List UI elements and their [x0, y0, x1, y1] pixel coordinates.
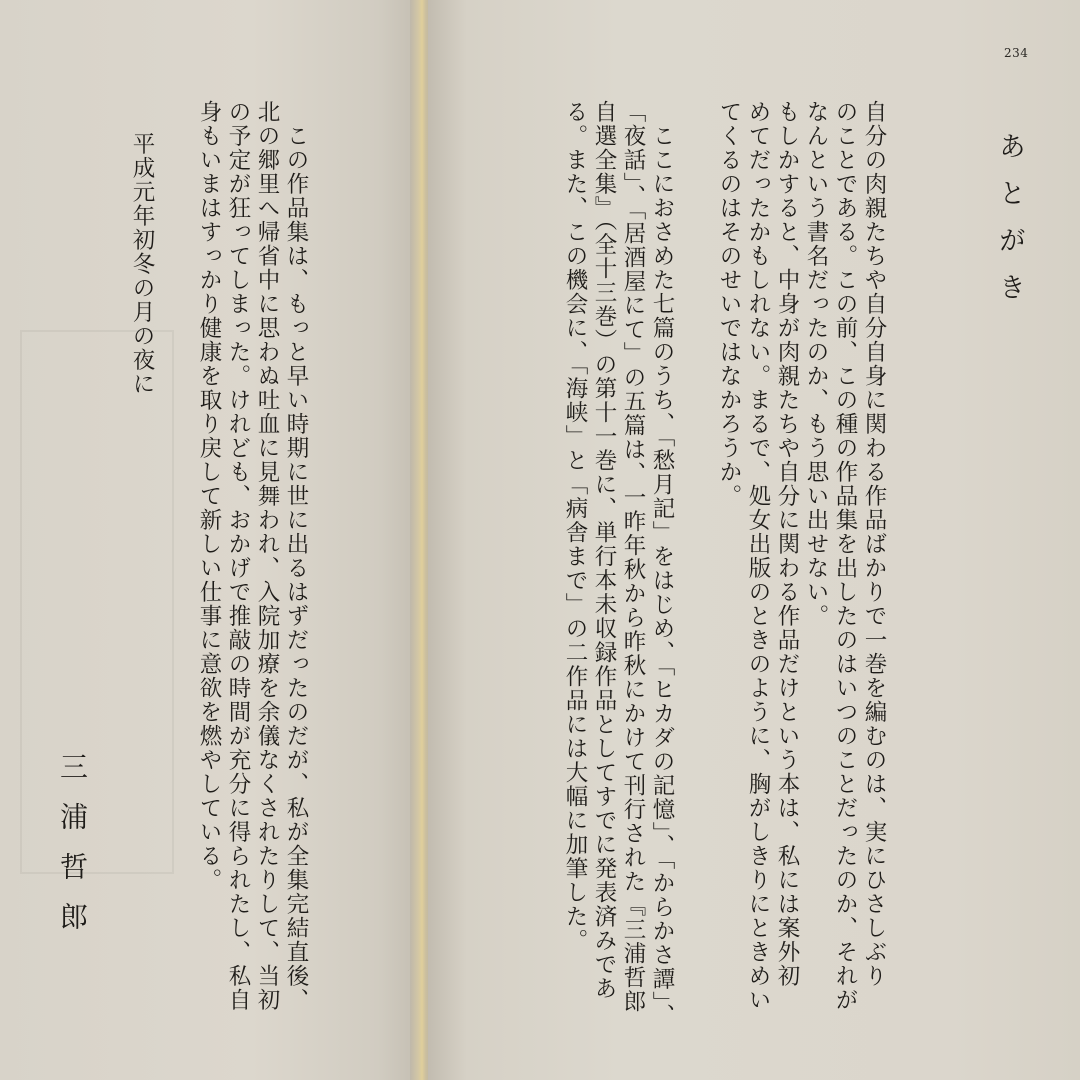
right-line-9: 自選全集』（全十三巻）の第十一巻に、単行本未収録作品としてすでに発表済みであ [591, 100, 617, 1001]
right-line-4: もしかすると、中身が肉親たちや自分に関わる作品だけという本は、私には案外初 [774, 100, 800, 988]
author-name: 三浦哲郎 [56, 752, 89, 952]
page-number: 234 [1004, 46, 1029, 60]
left-line-4: 身もいまはすっかり健康を取り戻して新しい仕事に意欲を燃やしている。 [196, 100, 222, 892]
right-line-1: 自分の肉親たちや自分自身に関わる作品ばかりで一巻を編むのは、実にひさしぶり [861, 100, 887, 988]
left-page [0, 0, 420, 1080]
right-line-2: のことである。この前、この種の作品集を出したのはいつのことだったのか、それが [832, 100, 858, 1012]
right-line-8: 「夜話」、「居酒屋にて」の五篇は、一昨年秋から昨秋にかけて刊行された『三浦哲郎 [620, 100, 646, 1014]
left-line-2: 北の郷里へ帰省中に思わぬ吐血に見舞われ、入院加療を余儀なくされたりして、当初 [254, 100, 280, 1012]
right-line-3: なんという書名だったのか、もう思い出せない。 [803, 100, 829, 628]
right-line-7: ここにおさめた七篇のうち、「愁月記」をはじめ、「ヒカダの記憶」、「からかさ譚」、 [649, 124, 675, 1028]
afterword-heading: あとがき [994, 132, 1025, 320]
show-through-colophon-box [20, 330, 174, 874]
right-line-10: る。また、この機会に、「海峡」と「病舎まで」の二作品には大幅に加筆した。 [562, 100, 588, 953]
left-line-3: の予定が狂ってしまった。けれども、おかげで推敲の時間が充分に得られたし、私自 [225, 100, 251, 1012]
show-through-text [516, 60, 539, 114]
date-line: 平成元年初冬の月の夜に [129, 132, 155, 396]
right-line-6: てくるのはそのせいではなかろうか。 [716, 100, 742, 508]
right-line-5: めてだったかもしれない。まるで、処女出版のときのように、胸がしきりにときめい [745, 100, 771, 1012]
left-line-1: この作品集は、もっと早い時期に世に出るはずだったのだが、私が全集完結直後、 [283, 124, 309, 1012]
